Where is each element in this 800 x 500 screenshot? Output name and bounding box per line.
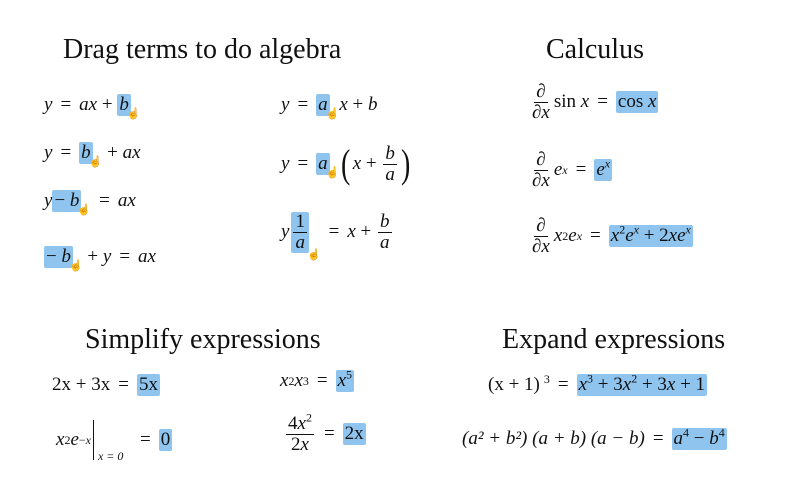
- partial-derivative-operator: $\frac{\partial}{\partial x}$: [532, 81, 550, 123]
- expand-result-2[interactable]: $a^4 - b^4$: [673, 425, 725, 449]
- simplify-eq-3: x 2 e −x x = 0 = 0: [56, 420, 172, 460]
- calculus-eq-2: $\frac{\partial}{\partial x}$ e x = $e^x$: [532, 149, 611, 191]
- algebra-eq-6: [281, 141, 412, 187]
- expand-eq-2: [462, 425, 727, 450]
- equals-sign: =: [323, 423, 335, 445]
- equals-sign: =: [557, 374, 569, 395]
- equals-sign: =: [60, 142, 72, 163]
- result-cos-x[interactable]: cos x: [617, 91, 657, 113]
- hand-pointer-icon: ☝: [68, 259, 83, 272]
- hand-pointer-icon: ☝: [77, 203, 92, 216]
- algebra-eq-1: [44, 94, 141, 120]
- equals-sign: =: [575, 159, 587, 181]
- equals-sign: =: [60, 94, 72, 115]
- expand-lhs: (a² + b²) (a + b) (a − b): [462, 428, 645, 449]
- expand-result-1[interactable]: $x^3 + 3x^2 + 3x + 1$: [578, 371, 706, 395]
- draggable-term-b[interactable]: b: [81, 142, 91, 163]
- expand-eq-1: [488, 371, 707, 396]
- equals-sign: =: [652, 428, 664, 449]
- equals-sign: =: [590, 225, 601, 247]
- term-ax[interactable]: ax: [117, 190, 136, 211]
- symbol-b[interactable]: b: [368, 94, 378, 115]
- symbol-y: y: [281, 221, 290, 243]
- result-x2ex-plus-2xex[interactable]: $x^2e^x + 2xe^x$: [610, 223, 691, 247]
- symbol-y: y: [102, 246, 112, 267]
- simplify-eq-4: [284, 410, 366, 455]
- equals-sign: =: [297, 153, 309, 175]
- hand-pointer-icon: ☝: [306, 248, 321, 261]
- plus-sign: +: [365, 153, 377, 175]
- algebra-eq-2: [44, 142, 141, 168]
- hand-pointer-icon: ☝: [325, 107, 340, 120]
- symbol-x: x: [347, 221, 356, 243]
- simplify-lhs: 2x + 3x: [52, 374, 111, 395]
- algebra-eq-3: [44, 190, 136, 216]
- equals-sign: =: [119, 246, 131, 267]
- equals-sign: =: [328, 221, 340, 243]
- draggable-term-b[interactable]: b: [119, 94, 129, 115]
- simplify-eq-1: [52, 374, 160, 396]
- hand-pointer-icon: ☝: [88, 155, 103, 168]
- term-ax[interactable]: ax: [122, 142, 141, 163]
- draggable-term-a[interactable]: a: [318, 153, 328, 175]
- symbol-y: y: [44, 190, 53, 211]
- draggable-term-a[interactable]: a: [318, 94, 328, 115]
- draggable-term-minus-b[interactable]: − b: [54, 190, 80, 211]
- algebra-section-title: Drag terms to do algebra: [63, 34, 342, 65]
- symbol-y: y: [281, 94, 290, 115]
- calculus-section-title: Calculus: [546, 34, 644, 65]
- symbol-y: y: [44, 142, 53, 163]
- evaluation-bar: x = 0: [93, 420, 94, 460]
- term-ax[interactable]: ax: [79, 94, 98, 115]
- hand-pointer-icon: ☝: [126, 107, 141, 120]
- expand-lhs: (x + 1) $^3$: [488, 371, 550, 395]
- plus-sign: +: [352, 94, 364, 115]
- simplify-section-title: Simplify expressions: [85, 324, 321, 355]
- right-paren: ): [400, 141, 411, 187]
- plus-sign: +: [87, 246, 99, 267]
- symbol-x: x: [339, 94, 348, 115]
- plus-sign: +: [101, 94, 113, 115]
- simplify-eq-2: x 2 x 3 = $x^5$: [280, 367, 353, 391]
- left-paren: (: [341, 141, 351, 187]
- simplify-result-x5[interactable]: $x^5$: [337, 367, 353, 391]
- result-e-to-x[interactable]: $e^x$: [596, 157, 611, 181]
- equals-sign: =: [99, 190, 110, 211]
- calculus-eq-3: $\frac{\partial}{\partial x}$ x 2 e x = $x^2e^x + 2xe^x$: [532, 215, 691, 257]
- sin-function: sin: [553, 91, 577, 113]
- symbol-x: x: [352, 153, 362, 175]
- fraction-b-over-a: $\frac{b}{a}$: [380, 211, 390, 253]
- symbol-e: e: [553, 159, 563, 181]
- plus-sign: +: [107, 142, 118, 163]
- algebra-eq-5: [281, 94, 378, 120]
- draggable-term-minus-b[interactable]: − b: [46, 246, 71, 267]
- algebra-eq-7: [281, 211, 394, 261]
- draggable-term-one-over-a[interactable]: $\frac{1}{a}$: [291, 212, 309, 253]
- simplify-result-0[interactable]: 0: [160, 429, 171, 450]
- partial-derivative-operator: $\frac{\partial}{\partial x}$: [532, 215, 550, 257]
- symbol-y: y: [281, 153, 290, 175]
- partial-derivative-operator: $\frac{\partial}{\partial x}$: [532, 149, 550, 191]
- equals-sign: =: [118, 374, 129, 395]
- symbol-x: x: [580, 91, 590, 113]
- algebra-eq-4: [44, 246, 156, 272]
- hand-pointer-icon: ☝: [325, 166, 340, 179]
- fraction-b-over-a: $\frac{b}{a}$: [385, 143, 395, 185]
- term-ax[interactable]: ax: [138, 246, 156, 267]
- fraction-4x2-over-2x: $\frac{4x^2}{2x}$: [288, 410, 312, 455]
- equals-sign: =: [316, 370, 328, 391]
- equals-sign: =: [297, 94, 309, 115]
- symbol-y: y: [44, 94, 53, 115]
- simplify-result-2x[interactable]: 2x: [344, 423, 364, 445]
- equals-sign: =: [139, 429, 151, 450]
- expand-section-title: Expand expressions: [502, 324, 726, 355]
- plus-sign: +: [360, 221, 372, 243]
- calculus-eq-1: [528, 82, 658, 123]
- simplify-result-5x[interactable]: 5x: [138, 374, 158, 395]
- equals-sign: =: [597, 91, 608, 113]
